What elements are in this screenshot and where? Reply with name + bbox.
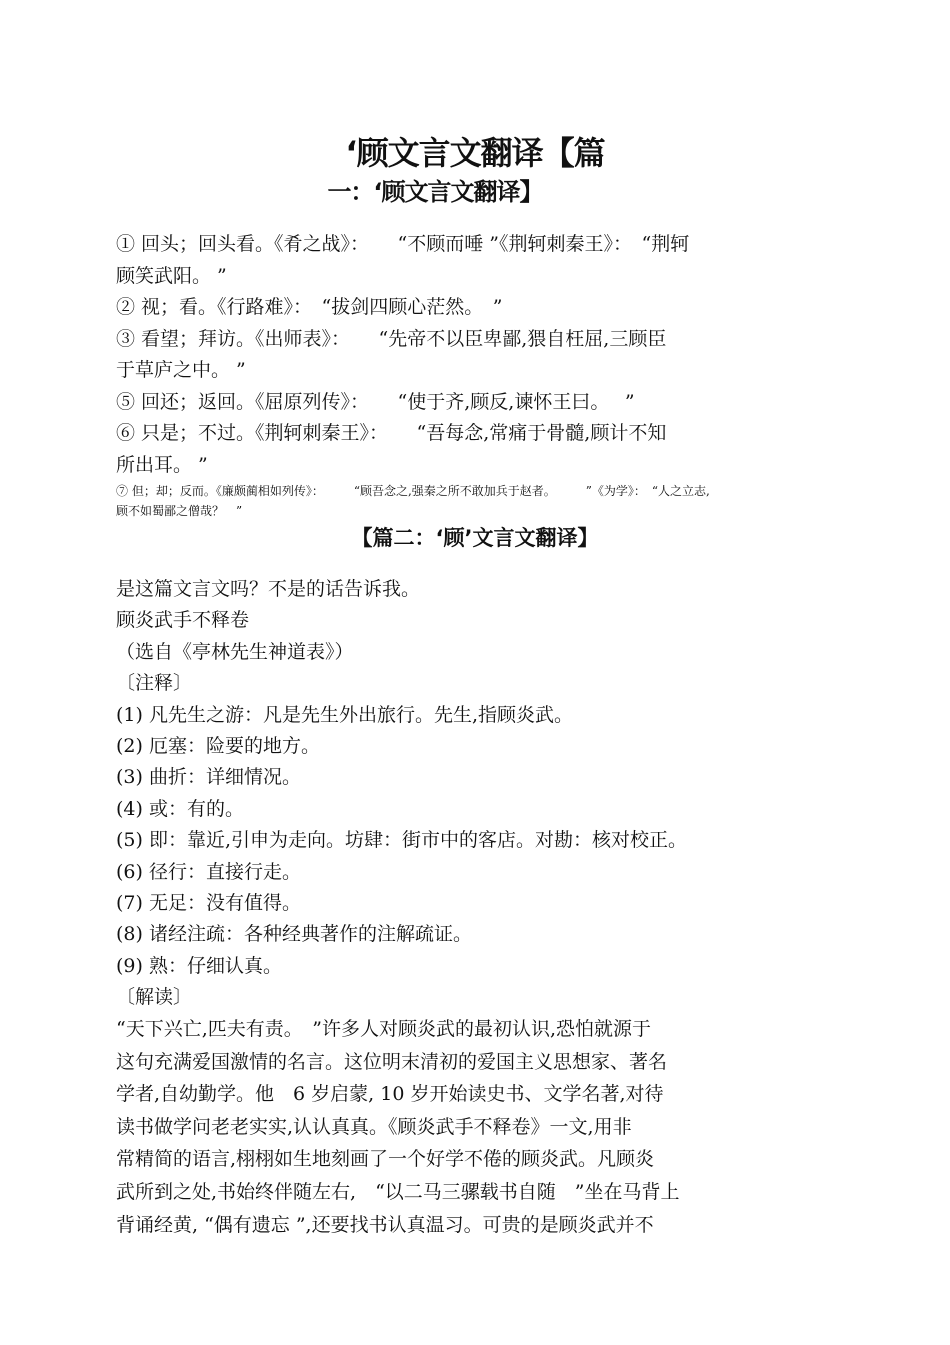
paragraph-line: 顾笑武阳。 ” (116, 264, 227, 287)
paragraph-line: 是这篇文言文吗？不是的话告诉我。 (116, 578, 421, 600)
paragraph-line: 武所到之处,书始终伴随左右, “以二马三骡载书自随 ”坐在马背上 (116, 1180, 680, 1203)
paragraph-line: ⑤ 回还；返回。《屈原列传》： “使于齐,顾反,谏怀王曰。 ” (116, 390, 635, 413)
document-title-line-1: ‘顾文言文翻译【篇 (345, 134, 605, 172)
section-3-body (116, 1013, 816, 1241)
document-title-line-2: 一：‘顾文言文翻译】 (327, 178, 543, 206)
paragraph-line: 学者,自幼勤学。他 6 岁启蒙, 10 岁开始读史书、文学名著,对待 (116, 1083, 664, 1106)
section-1-body (116, 229, 816, 521)
note-item: (3) 曲折：详细情况。 (116, 766, 301, 789)
paragraph-line: （选自《亭林先生神道表》） (116, 640, 354, 663)
note-item: (9) 熟：仔细认真。 (116, 954, 282, 977)
paragraph-line: 读书做学问老老实实,认认真真。《顾炎武手不释卷》一文,用非 (116, 1115, 632, 1138)
paragraph-line: ② 视；看。《行路难》： “拔剑四顾心茫然。 ” (116, 296, 503, 318)
section-2-body (116, 574, 816, 1014)
note-item: (7) 无足：没有值得。 (116, 892, 301, 915)
paragraph-line: 常精简的语言,栩栩如生地刻画了一个好学不倦的顾炎武。凡顾炎 (116, 1148, 655, 1171)
small-print-line: 顾不如蜀鄙之僧哉？ ” (116, 504, 243, 518)
paragraph-line: 这句充满爱国激情的名言。这位明末清初的爱国主义思想家、著名 (116, 1050, 668, 1073)
paragraph-line: 〔解读〕 (116, 986, 193, 1009)
note-item: (2) 厄塞：险要的地方。 (116, 735, 320, 758)
paragraph-line: 顾炎武手不释卷 (116, 609, 250, 632)
paragraph-line: ③ 看望；拜访。《出师表》： “先帝不以臣卑鄙,猥自枉屈,三顾臣 (116, 327, 667, 350)
note-item: (8) 诸经注疏：各种经典著作的注解疏证。 (116, 923, 472, 946)
paragraph-line: 所出耳。 ” (116, 453, 208, 476)
paragraph-line: “天下兴亡,匹夫有责。 ”许多人对顾炎武的最初认识,恐怕就源于 (116, 1018, 652, 1040)
paragraph-line: 背诵经黄, “偶有遗忘 ”,还要找书认真温习。可贵的是顾炎武并不 (116, 1213, 654, 1236)
note-item: (5) 即：靠近,引申为走向。坊肆：街市中的客店。对勘：核对校正。 (116, 829, 687, 852)
paragraph-line: 于草庐之中。 ” (116, 359, 246, 381)
note-item: (6) 径行：直接行走。 (116, 860, 301, 883)
note-item: (1) 凡先生之游：凡是先生外出旅行。先生,指顾炎武。 (116, 703, 573, 726)
small-print-line: ⑦ 但；却；反而。《廉颇蔺相如列传》： “顾吾念之,强秦之所不敢加兵于赵者。 ”《为学》： “人之立志, (116, 484, 710, 498)
section-2-heading: 【篇二：‘顾’文言文翻译】 (351, 526, 599, 550)
paragraph-line: ① 回头；回头看。《肴之战》： “不顾而唾 ”《荆轲刺秦王》： “荆轲 (116, 233, 690, 255)
paragraph-line: ⑥ 只是；不过。《荆轲刺秦王》： “吾每念,常痛于骨髓,顾计不知 (116, 422, 667, 444)
note-item: (4) 或：有的。 (116, 797, 244, 820)
paragraph-line: 〔注释〕 (116, 672, 193, 695)
